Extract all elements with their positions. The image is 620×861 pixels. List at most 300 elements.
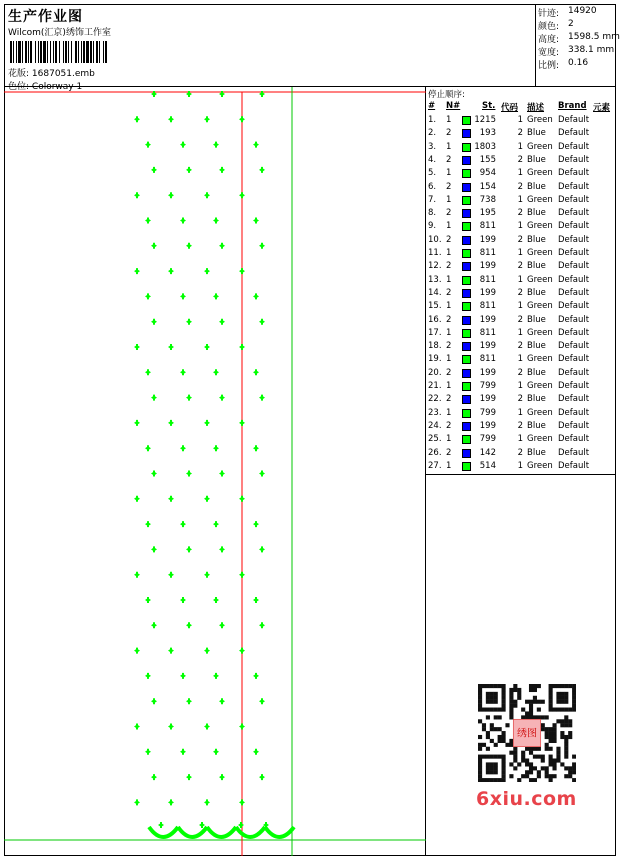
stitch-motif bbox=[259, 622, 265, 628]
stitch-motif bbox=[145, 142, 151, 148]
colorway-label: 色位: bbox=[8, 82, 30, 92]
row-description: Green bbox=[527, 434, 553, 445]
spec-value: 338.1 mm bbox=[568, 45, 615, 55]
row-brand: Default bbox=[558, 194, 590, 205]
table-row bbox=[426, 353, 616, 366]
row-stitches: 199 bbox=[479, 341, 496, 352]
stitch-motif bbox=[253, 673, 259, 679]
table-row bbox=[426, 393, 616, 406]
row-number: 5. bbox=[428, 168, 437, 179]
design-file-value: 1687051.emb bbox=[31, 69, 95, 79]
stitch-motif bbox=[239, 799, 245, 805]
row-code: 2 bbox=[517, 208, 523, 219]
row-number: 25. bbox=[428, 434, 442, 445]
table-row bbox=[426, 433, 616, 446]
colorway-value: Colorway 1 bbox=[31, 82, 83, 92]
stitch-motif bbox=[145, 673, 151, 679]
stitch-motif bbox=[168, 572, 174, 578]
table-row bbox=[426, 314, 616, 327]
stitch-motif bbox=[259, 471, 265, 477]
stitch-motif bbox=[239, 420, 245, 426]
row-number: 22. bbox=[428, 394, 442, 405]
row-stitches: 199 bbox=[479, 394, 496, 405]
stitch-motif bbox=[180, 445, 186, 451]
row-code: 1 bbox=[517, 221, 523, 232]
row-stitches: 799 bbox=[479, 407, 496, 418]
row-needle: 2 bbox=[446, 314, 452, 325]
sheet-title: 生产作业图 bbox=[8, 9, 83, 25]
row-number: 11. bbox=[428, 248, 442, 258]
stitch-motif bbox=[219, 471, 225, 477]
stitch-motif bbox=[204, 724, 210, 730]
row-code: 2 bbox=[517, 420, 523, 431]
color-swatch bbox=[462, 449, 471, 458]
row-code: 1 bbox=[517, 460, 523, 471]
stitch-motif bbox=[239, 344, 245, 350]
color-swatch bbox=[462, 156, 471, 165]
row-number: 13. bbox=[428, 274, 442, 285]
row-stitches: 195 bbox=[479, 208, 496, 219]
stitch-motif bbox=[253, 521, 259, 527]
row-needle: 1 bbox=[446, 248, 452, 258]
stitch-motif bbox=[180, 673, 186, 679]
color-swatch bbox=[462, 196, 471, 205]
row-brand: Default bbox=[558, 381, 590, 391]
row-description: Blue bbox=[527, 181, 546, 192]
row-needle: 1 bbox=[446, 301, 452, 312]
row-code: 2 bbox=[517, 314, 523, 325]
stitch-motif bbox=[239, 116, 245, 122]
stitch-motif bbox=[213, 293, 219, 299]
row-number: 3. bbox=[428, 141, 437, 152]
stitch-motif bbox=[219, 546, 225, 552]
col-header-stitches: St. bbox=[482, 101, 496, 111]
color-swatch bbox=[462, 183, 471, 192]
row-brand: Default bbox=[558, 354, 590, 365]
stitch-motif bbox=[134, 344, 140, 350]
row-stitches: 199 bbox=[479, 261, 496, 272]
row-stitches: 1215 bbox=[474, 115, 496, 125]
stitch-motif bbox=[219, 167, 225, 173]
row-stitches: 142 bbox=[479, 447, 496, 458]
row-description: Green bbox=[527, 354, 553, 365]
row-description: Blue bbox=[527, 287, 546, 298]
row-brand: Default bbox=[558, 141, 590, 152]
row-stitches: 154 bbox=[479, 181, 496, 192]
header-info bbox=[4, 4, 536, 92]
row-needle: 1 bbox=[446, 141, 452, 152]
row-number: 12. bbox=[428, 261, 442, 272]
row-stitches: 155 bbox=[479, 154, 496, 165]
stitch-motif bbox=[239, 572, 245, 578]
spec-stitches bbox=[538, 6, 597, 19]
row-code: 1 bbox=[517, 354, 523, 365]
row-code: 1 bbox=[517, 248, 523, 258]
row-description: Green bbox=[527, 327, 553, 338]
stitch-motif bbox=[145, 521, 151, 527]
row-brand: Default bbox=[558, 314, 590, 325]
table-row bbox=[426, 407, 616, 420]
color-swatch bbox=[462, 369, 471, 378]
color-swatch bbox=[462, 249, 471, 258]
stitch-motif bbox=[180, 142, 186, 148]
color-swatch bbox=[462, 116, 471, 125]
stitch-motif bbox=[239, 268, 245, 274]
row-stitches: 193 bbox=[479, 128, 496, 139]
row-code: 1 bbox=[517, 194, 523, 205]
stitch-motif bbox=[219, 698, 225, 704]
stitch-motif bbox=[253, 218, 259, 224]
stitch-motif bbox=[186, 622, 192, 628]
row-brand: Default bbox=[558, 301, 590, 312]
stop-sequence-table bbox=[426, 87, 616, 475]
col-header-description: 描述 bbox=[527, 103, 545, 113]
stitch-motif bbox=[253, 369, 259, 375]
stitch-motif bbox=[253, 749, 259, 755]
stitch-motif bbox=[219, 319, 225, 325]
stitch-motif bbox=[239, 496, 245, 502]
row-number: 27. bbox=[428, 460, 442, 471]
spec-value: 2 bbox=[568, 19, 574, 29]
row-needle: 1 bbox=[446, 460, 452, 471]
row-needle: 1 bbox=[446, 434, 452, 445]
stitch-motif bbox=[168, 496, 174, 502]
stitch-motif bbox=[204, 344, 210, 350]
row-number: 10. bbox=[428, 234, 442, 245]
stitch-motif bbox=[213, 445, 219, 451]
stitch-motif bbox=[213, 749, 219, 755]
color-swatch bbox=[462, 342, 471, 351]
row-stitches: 811 bbox=[479, 354, 496, 365]
stitch-motif bbox=[180, 293, 186, 299]
spec-value: 0.16 bbox=[568, 58, 589, 68]
stitch-motif bbox=[204, 192, 210, 198]
design-file-label: 花版: bbox=[8, 69, 30, 79]
row-description: Blue bbox=[527, 128, 546, 139]
color-swatch bbox=[462, 302, 471, 311]
stitch-motif bbox=[168, 344, 174, 350]
row-description: Blue bbox=[527, 394, 546, 405]
row-number: 23. bbox=[428, 407, 442, 418]
row-description: Green bbox=[527, 115, 553, 125]
row-number: 6. bbox=[428, 181, 437, 192]
qr-code-icon bbox=[478, 684, 576, 782]
row-brand: Default bbox=[558, 234, 590, 245]
stitch-motif bbox=[145, 293, 151, 299]
row-brand: Default bbox=[558, 420, 590, 431]
row-stitches: 199 bbox=[479, 234, 496, 245]
stitch-motif bbox=[134, 799, 140, 805]
row-number: 9. bbox=[428, 221, 437, 232]
stitch-motif bbox=[151, 698, 157, 704]
row-description: Green bbox=[527, 407, 553, 418]
stitch-motif bbox=[259, 546, 265, 552]
stitch-motif bbox=[168, 648, 174, 654]
row-needle: 1 bbox=[446, 354, 452, 365]
row-code: 2 bbox=[517, 447, 523, 458]
row-brand: Default bbox=[558, 327, 590, 338]
row-stitches: 811 bbox=[479, 301, 496, 312]
stitch-motif bbox=[213, 369, 219, 375]
stitch-motif bbox=[134, 268, 140, 274]
col-header-code: 代码 bbox=[501, 103, 519, 113]
stitch-motif bbox=[239, 724, 245, 730]
row-description: Blue bbox=[527, 447, 546, 458]
row-brand: Default bbox=[558, 274, 590, 285]
embroidery-design-canvas bbox=[4, 87, 426, 856]
row-code: 2 bbox=[517, 128, 523, 139]
scalloped-border bbox=[149, 827, 294, 837]
stitch-motif bbox=[180, 218, 186, 224]
stop-sequence-title: 停止顺序: bbox=[428, 90, 465, 100]
color-swatch bbox=[462, 435, 471, 444]
stitch-motif bbox=[145, 749, 151, 755]
row-description: Green bbox=[527, 301, 553, 312]
spec-label: 针迹: bbox=[538, 9, 560, 19]
row-needle: 2 bbox=[446, 420, 452, 431]
stitch-motif bbox=[219, 395, 225, 401]
row-needle: 2 bbox=[446, 208, 452, 219]
row-description: Blue bbox=[527, 261, 546, 272]
row-description: Green bbox=[527, 221, 553, 232]
color-swatch bbox=[462, 422, 471, 431]
stitch-motif bbox=[186, 243, 192, 249]
row-code: 1 bbox=[517, 301, 523, 312]
row-number: 24. bbox=[428, 420, 442, 431]
row-needle: 1 bbox=[446, 381, 452, 391]
row-brand: Default bbox=[558, 341, 590, 352]
row-needle: 2 bbox=[446, 394, 452, 405]
stitch-motif bbox=[259, 319, 265, 325]
row-stitches: 799 bbox=[479, 434, 496, 445]
row-stitches: 811 bbox=[479, 248, 496, 258]
stitch-motif bbox=[186, 395, 192, 401]
color-swatch bbox=[462, 382, 471, 391]
table-row bbox=[426, 274, 616, 287]
stitch-motif bbox=[168, 268, 174, 274]
row-needle: 2 bbox=[446, 447, 452, 458]
row-description: Blue bbox=[527, 367, 546, 378]
table-row bbox=[426, 194, 616, 207]
row-stitches: 199 bbox=[479, 287, 496, 298]
row-description: Blue bbox=[527, 208, 546, 219]
row-brand: Default bbox=[558, 181, 590, 192]
table-row bbox=[426, 247, 616, 260]
spec-value: 1598.5 mm bbox=[568, 32, 620, 42]
stitch-motif bbox=[151, 319, 157, 325]
row-brand: Default bbox=[558, 261, 590, 272]
watermark bbox=[470, 680, 586, 816]
qr-badge-text: 绣图 bbox=[517, 728, 537, 740]
row-stitches: 1803 bbox=[474, 141, 496, 152]
stitch-motif bbox=[204, 799, 210, 805]
table-row bbox=[426, 181, 616, 194]
stitch-motif bbox=[180, 749, 186, 755]
color-swatch bbox=[462, 209, 471, 218]
row-code: 1 bbox=[517, 274, 523, 285]
row-code: 2 bbox=[517, 394, 523, 405]
row-brand: Default bbox=[558, 248, 590, 258]
row-number: 21. bbox=[428, 381, 442, 391]
row-brand: Default bbox=[558, 221, 590, 232]
row-needle: 2 bbox=[446, 367, 452, 378]
table-row bbox=[426, 300, 616, 313]
stitch-motif bbox=[134, 420, 140, 426]
stitch-motif bbox=[186, 546, 192, 552]
spec-width bbox=[538, 45, 615, 58]
stitch-motif bbox=[219, 622, 225, 628]
stitch-motif bbox=[259, 243, 265, 249]
stitch-motif bbox=[219, 774, 225, 780]
stitch-motif bbox=[180, 369, 186, 375]
row-brand: Default bbox=[558, 115, 590, 125]
row-needle: 2 bbox=[446, 234, 452, 245]
stitch-motif bbox=[253, 445, 259, 451]
color-swatch bbox=[462, 289, 471, 298]
row-stitches: 199 bbox=[479, 420, 496, 431]
stitch-motif bbox=[151, 622, 157, 628]
row-number: 18. bbox=[428, 341, 442, 352]
stitch-motif bbox=[151, 395, 157, 401]
row-stitches: 514 bbox=[479, 460, 496, 471]
stitch-motif bbox=[213, 673, 219, 679]
row-stitches: 199 bbox=[479, 314, 496, 325]
stitch-motif bbox=[180, 521, 186, 527]
row-description: Green bbox=[527, 141, 553, 152]
table-row bbox=[426, 167, 616, 180]
stitch-motif bbox=[213, 218, 219, 224]
row-code: 1 bbox=[517, 115, 523, 125]
color-swatch bbox=[462, 236, 471, 245]
row-description: Blue bbox=[527, 420, 546, 431]
row-description: Blue bbox=[527, 341, 546, 352]
color-swatch bbox=[462, 329, 471, 338]
stitch-motif bbox=[151, 546, 157, 552]
row-needle: 1 bbox=[446, 194, 452, 205]
stitch-motif bbox=[259, 774, 265, 780]
stitch-motif bbox=[134, 192, 140, 198]
stitch-motif bbox=[253, 597, 259, 603]
row-code: 1 bbox=[517, 327, 523, 338]
spec-panel bbox=[536, 4, 620, 87]
row-stitches: 799 bbox=[479, 381, 496, 391]
row-description: Blue bbox=[527, 234, 546, 245]
table-row bbox=[426, 420, 616, 433]
table-row bbox=[426, 154, 616, 167]
row-brand: Default bbox=[558, 394, 590, 405]
stitch-motif bbox=[168, 192, 174, 198]
col-header-number: # bbox=[428, 101, 436, 111]
row-stitches: 811 bbox=[479, 274, 496, 285]
row-brand: Default bbox=[558, 287, 590, 298]
color-swatch bbox=[462, 316, 471, 325]
table-row bbox=[426, 447, 616, 460]
stitch-motif bbox=[213, 142, 219, 148]
color-swatch bbox=[462, 129, 471, 138]
row-stitches: 811 bbox=[479, 327, 496, 338]
stitch-motif bbox=[259, 167, 265, 173]
row-code: 2 bbox=[517, 367, 523, 378]
table-row bbox=[426, 380, 616, 393]
stitch-motif bbox=[204, 572, 210, 578]
row-brand: Default bbox=[558, 154, 590, 165]
table-row bbox=[426, 287, 616, 300]
row-code: 1 bbox=[517, 168, 523, 179]
design-file bbox=[8, 66, 95, 79]
row-description: Blue bbox=[527, 154, 546, 165]
row-number: 17. bbox=[428, 327, 442, 338]
row-code: 2 bbox=[517, 181, 523, 192]
stitch-motif bbox=[199, 822, 205, 828]
stitch-motif bbox=[134, 648, 140, 654]
row-needle: 1 bbox=[446, 221, 452, 232]
stitch-motif bbox=[134, 724, 140, 730]
stitch-motif bbox=[186, 319, 192, 325]
stitch-motif bbox=[186, 698, 192, 704]
row-number: 4. bbox=[428, 154, 437, 165]
table-row bbox=[426, 234, 616, 247]
table-row bbox=[426, 367, 616, 380]
stitch-motif bbox=[204, 496, 210, 502]
stitch-motif bbox=[204, 268, 210, 274]
row-needle: 2 bbox=[446, 154, 452, 165]
row-number: 14. bbox=[428, 287, 442, 298]
row-brand: Default bbox=[558, 367, 590, 378]
row-needle: 1 bbox=[446, 274, 452, 285]
row-brand: Default bbox=[558, 460, 590, 471]
stitch-motif bbox=[253, 293, 259, 299]
stitch-motif bbox=[168, 724, 174, 730]
row-needle: 2 bbox=[446, 261, 452, 272]
row-code: 2 bbox=[517, 154, 523, 165]
col-header-needle: N# bbox=[446, 101, 461, 111]
stitch-motif bbox=[186, 774, 192, 780]
row-brand: Default bbox=[558, 447, 590, 458]
stitch-motif bbox=[145, 597, 151, 603]
color-swatch bbox=[462, 409, 471, 418]
stitch-motif bbox=[158, 822, 164, 828]
row-number: 15. bbox=[428, 301, 442, 312]
stitch-motif bbox=[180, 597, 186, 603]
company-name: Wilcom(汇京)绣饰工作室 bbox=[8, 28, 111, 38]
table-row bbox=[426, 220, 616, 233]
row-brand: Default bbox=[558, 434, 590, 445]
spec-colors bbox=[538, 19, 574, 32]
row-needle: 1 bbox=[446, 115, 452, 125]
stitch-motif bbox=[134, 116, 140, 122]
row-code: 2 bbox=[517, 287, 523, 298]
spec-label: 比例: bbox=[538, 61, 560, 71]
stitch-motif bbox=[259, 395, 265, 401]
row-number: 19. bbox=[428, 354, 442, 365]
spec-height bbox=[538, 32, 620, 45]
table-row bbox=[426, 207, 616, 220]
row-needle: 2 bbox=[446, 341, 452, 352]
color-swatch bbox=[462, 169, 471, 178]
row-number: 8. bbox=[428, 208, 437, 219]
row-needle: 1 bbox=[446, 168, 452, 179]
stitch-motif bbox=[151, 471, 157, 477]
row-code: 1 bbox=[517, 141, 523, 152]
stitch-motif bbox=[168, 420, 174, 426]
col-header-brand: Brand bbox=[558, 101, 587, 111]
spec-label: 颜色: bbox=[538, 22, 560, 32]
stitch-motif bbox=[151, 167, 157, 173]
row-code: 2 bbox=[517, 234, 523, 245]
stitch-motif bbox=[186, 167, 192, 173]
row-description: Green bbox=[527, 274, 553, 285]
row-description: Green bbox=[527, 460, 553, 471]
